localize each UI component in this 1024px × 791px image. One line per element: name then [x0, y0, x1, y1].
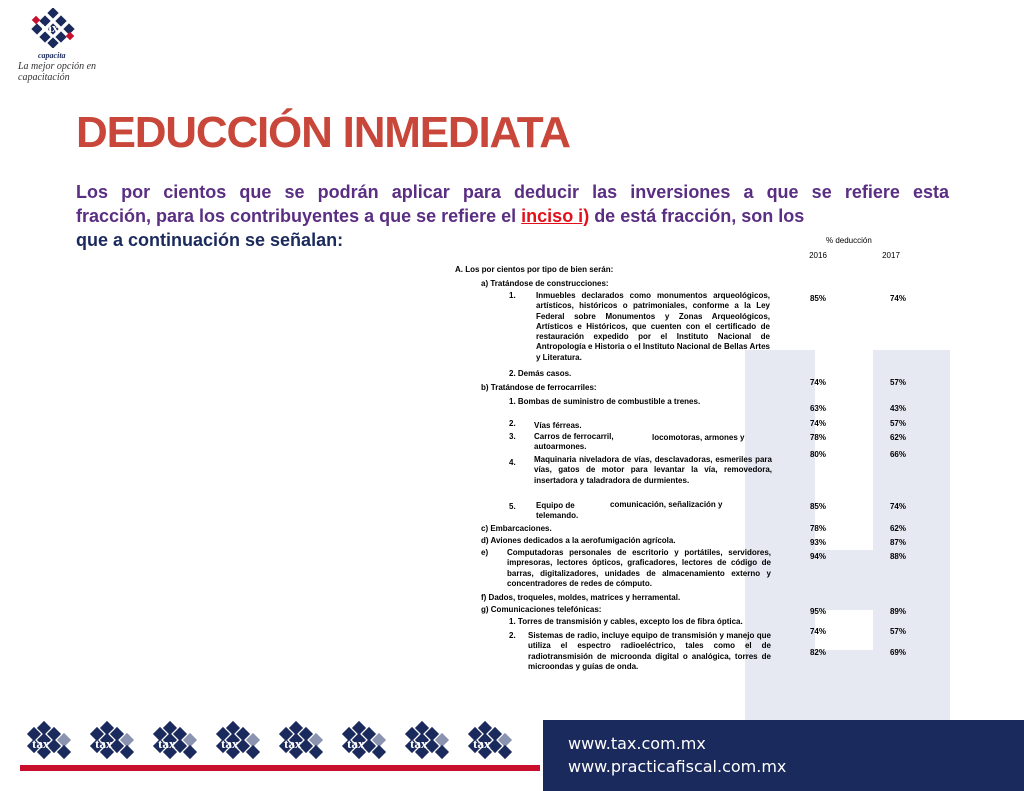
row-b5-2017: 74%	[889, 502, 906, 511]
footer-mini-logo-brand: tax	[473, 736, 491, 751]
footer-mini-logo-icon	[209, 720, 265, 764]
footer-mini-logo-brand: tax	[410, 736, 428, 751]
row-a1-2017: 74%	[889, 294, 906, 303]
row-d-2017: 87%	[889, 538, 906, 547]
row-a2-text: 2. Demás casos.	[509, 369, 572, 378]
row-b3-text-c: locomotoras, armones y	[652, 433, 745, 442]
row-a1-2016: 85%	[809, 294, 826, 303]
logo-tagline: capacita	[38, 51, 66, 60]
row-g1-2016: 74%	[809, 627, 826, 636]
row-a-label: a) Tratándose de construcciones:	[481, 279, 609, 288]
row-b3-number: 3.	[509, 432, 516, 441]
row-b3-2016: 78%	[809, 433, 826, 442]
row-b5-number: 5.	[509, 502, 516, 511]
footer-red-line	[20, 765, 540, 771]
page-title: DEDUCCIÓN INMEDIATA	[76, 108, 570, 157]
row-b1-2016: 63%	[809, 404, 826, 413]
footer-mini-logo-icon	[146, 720, 202, 764]
row-e-number: e)	[481, 548, 489, 557]
row-b3-text-a: Carros de ferrocarril,	[534, 432, 614, 441]
row-g-2016: 95%	[809, 607, 826, 616]
row-b4-2017: 66%	[889, 450, 906, 459]
row-e-2017: 88%	[889, 552, 906, 561]
footer-mini-logo-brand: tax	[221, 736, 239, 751]
row-g1-text: 1. Torres de transmisión y cables, excepto los de fibra óptica.	[509, 617, 743, 626]
row-e-2016: 94%	[809, 552, 826, 561]
row-a2-2017: 57%	[889, 378, 906, 387]
row-b4-number: 4.	[509, 458, 516, 467]
table-header: % deducción	[826, 236, 872, 245]
row-g2-number: 2.	[509, 631, 516, 640]
footer-mini-logo-icon	[272, 720, 328, 764]
row-a1-number: 1.	[509, 291, 516, 300]
row-b3-text-b: autoarmones.	[534, 442, 587, 451]
row-b4-2016: 80%	[809, 450, 826, 459]
row-g2-2016: 82%	[809, 648, 826, 657]
footer-url-1[interactable]: www.tax.com.mx	[568, 734, 706, 753]
background-pattern	[745, 350, 950, 730]
row-b-label: b) Tratándose de ferrocarriles:	[481, 383, 597, 392]
footer-panel	[543, 720, 1024, 791]
footer-mini-logo-brand: tax	[158, 736, 176, 751]
row-a1-text: Inmuebles declarados como monumentos arqueológicos, artísticos, históricos o patrimoniales, conforme a la Ley Federal sobre Monumentos y Zonas Arqueológicos, Artísticos e Históricos, que cuenten con el certificado de restauración expedido por el Instituto Nacional de Antropología e Historia o el Instituto Nacional de Bellas Artes y Literatura.	[536, 291, 770, 362]
footer-mini-logo-icon	[83, 720, 139, 764]
row-b2-text: Vías férreas.	[534, 421, 582, 430]
footer-mini-logo-brand: tax	[284, 736, 302, 751]
row-b5-text-a: Equipo de	[536, 501, 575, 510]
row-b2-2016: 74%	[809, 419, 826, 428]
footer-mini-logo-icon	[398, 720, 454, 764]
footer-logo-row	[20, 720, 540, 768]
footer-mini-logo-icon	[461, 720, 517, 764]
company-logo	[18, 8, 98, 88]
row-a2-2016: 74%	[809, 378, 826, 387]
year-2017: 2017	[882, 251, 900, 260]
row-b2-2017: 57%	[889, 419, 906, 428]
row-g-label: g) Comunicaciones telefónicas:	[481, 605, 602, 614]
row-b2-number: 2.	[509, 419, 516, 428]
intro-paragraph	[76, 180, 949, 252]
row-g2-2017: 69%	[889, 648, 906, 657]
logo-brand: tax	[41, 20, 59, 35]
row-b4-text: Maquinaria niveladora de vías, desclavadoras, esmeriles para vías, gatos de motor para levantar la vía, removedora, insertadora y taladradora de durmientes.	[534, 455, 772, 485]
row-b5-2016: 85%	[809, 502, 826, 511]
intro-line-1: Los por cientos que se podrán aplicar para deducir las inversiones a que se refiere esta	[76, 182, 949, 202]
footer-url-2[interactable]: www.practicafiscal.com.mx	[568, 757, 787, 776]
row-g1-2017: 57%	[889, 627, 906, 636]
row-f-label: f) Dados, troqueles, moldes, matrices y herramental.	[481, 593, 681, 602]
footer-mini-logo-brand: tax	[32, 736, 50, 751]
intro-line-3: que a continuación se señalan:	[76, 230, 344, 250]
year-2016: 2016	[809, 251, 827, 260]
row-c-2016: 78%	[809, 524, 826, 533]
footer-mini-logo-icon	[335, 720, 391, 764]
row-g-2017: 89%	[889, 607, 906, 616]
row-b3-2017: 62%	[889, 433, 906, 442]
logo-slogan: La mejor opción en capacitación	[18, 61, 97, 83]
section-a-heading: A. Los por cientos por tipo de bien serán:	[455, 265, 614, 274]
row-e-text: Computadoras personales de escritorio y portátiles, servidores, impresoras, lectores ópticos, graficadores, lectores de código de barras, digitalizadores, unidades de almacenamiento externo y concentradores de redes de cómputo.	[507, 548, 771, 588]
row-b5-text-b: telemando.	[536, 511, 579, 520]
footer-mini-logo-icon	[20, 720, 76, 764]
footer-mini-logo-brand: tax	[95, 736, 113, 751]
row-c-label: c) Embarcaciones.	[481, 524, 552, 533]
footer-mini-logo-brand: tax	[347, 736, 365, 751]
row-d-2016: 93%	[809, 538, 826, 547]
row-c-2017: 62%	[889, 524, 906, 533]
inciso-reference: inciso i)	[521, 206, 590, 226]
row-b1-text: 1. Bombas de suministro de combustible a trenes.	[509, 397, 701, 406]
row-d-label: d) Aviones dedicados a la aerofumigación agrícola.	[481, 536, 676, 545]
intro-line-2: fracción, para los contribuyentes a que se refiere el inciso i) de está fracción, son los	[76, 206, 805, 226]
row-b1-2017: 43%	[889, 404, 906, 413]
row-g2-text: Sistemas de radio, incluye equipo de transmisión y manejo que utiliza el espectro radioeléctrico, tales como el de radiotransmisión de microonda digital o analógica, torres de microondas y guías de onda.	[528, 631, 771, 671]
row-b5-text-c: comunicación, señalización y	[610, 500, 723, 509]
